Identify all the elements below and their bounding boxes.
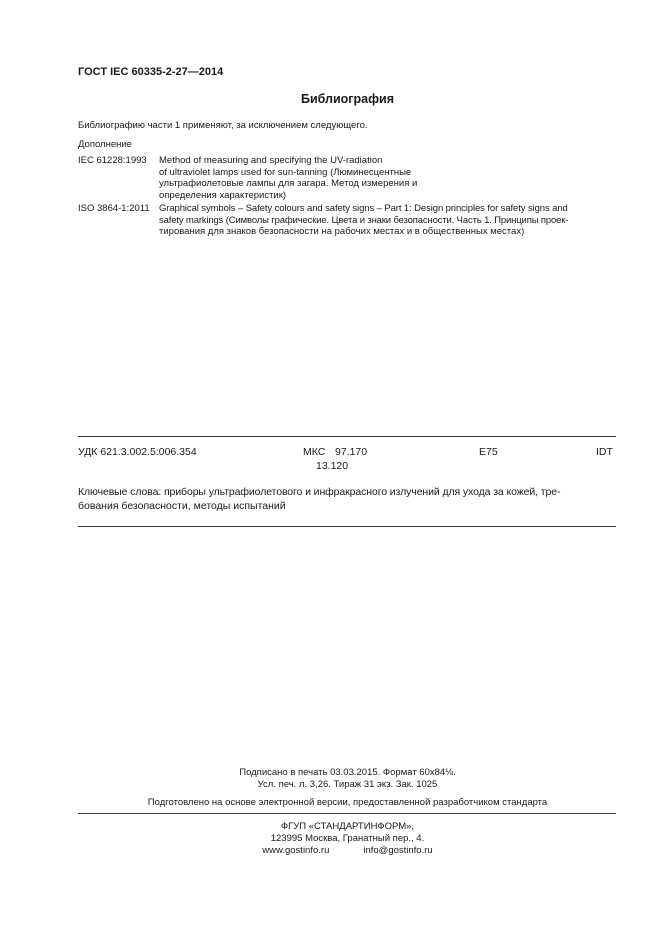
publisher-contacts xyxy=(0,845,661,857)
supplement-label: Дополнение xyxy=(78,139,132,150)
reference-line: определения характеристик) xyxy=(159,189,287,201)
reference-code: IEC 61228:1993 xyxy=(78,155,147,166)
keywords xyxy=(78,485,616,513)
reference-description xyxy=(159,155,419,201)
classification-code: Е75 xyxy=(479,446,498,458)
keywords-line: бования безопасности, методы испытаний xyxy=(78,500,286,512)
reference-line: of ultraviolet lamps used for sun-tanning (Люминесцентные xyxy=(159,166,412,178)
reference-item xyxy=(78,155,616,201)
mks-label: МКС xyxy=(303,446,326,458)
reference-code: ISO 3864-1:2011 xyxy=(78,203,150,214)
divider-top xyxy=(78,436,616,437)
website-link[interactable]: www.gostinfo.ru xyxy=(262,845,330,856)
reference-line: Graphical symbols – Safety colours and safety signs – Part 1: Design principles for safety signs and xyxy=(159,203,568,214)
email-link[interactable]: info@gostinfo.ru xyxy=(363,845,433,856)
reference-item xyxy=(78,203,616,238)
udk-code: УДК 621.3.002.5:006.354 xyxy=(78,446,197,458)
document-header: ГОСТ IEC 60335-2-27—2014 xyxy=(78,66,224,78)
publisher-name: ФГУП «СТАНДАРТИНФОРМ», xyxy=(280,821,415,832)
divider-keywords xyxy=(78,526,616,527)
imprint-signed: Подписано в печать 03.03.2015. Формат 60x84⅛. xyxy=(239,767,456,778)
reference-line: safety markings (Символы графические. Цвета и знаки безопасности. Часть 1. Принципы проек- xyxy=(159,214,569,226)
mks-value-2: 13.120 xyxy=(316,460,349,472)
degree-of-conformity: IDT xyxy=(596,446,613,458)
keywords-line: Ключевые слова: приборы ультрафиолетового и инфракрасного излучений для ухода за кожей, тре- xyxy=(78,486,561,498)
reference-description xyxy=(159,203,616,238)
section-title: Библиография xyxy=(300,92,395,106)
imprint-sheets: Усл. печ. л. 3,26. Тираж 31 экз. Зак. 1025 xyxy=(257,779,438,790)
reference-line: Method of measuring and specifying the UV-radiation xyxy=(159,155,383,166)
imprint-prepared: Подготовлено на основе электронной версии, предоставленной разработчиком стандарта xyxy=(147,797,548,808)
reference-line: тирования для знаков безопасности на рабочих местах и в общественных местах) xyxy=(159,226,525,238)
reference-line: ультрафиолетовые лампы для загара. Метод измерения и xyxy=(159,178,418,190)
publisher-address: 123995 Москва, Гранатный пер., 4. xyxy=(270,833,425,844)
mks-value-1: 97.170 xyxy=(335,446,368,458)
divider-bottom xyxy=(78,813,616,814)
intro-text: Библиографию части 1 применяют, за исключением следующего. xyxy=(78,120,368,131)
